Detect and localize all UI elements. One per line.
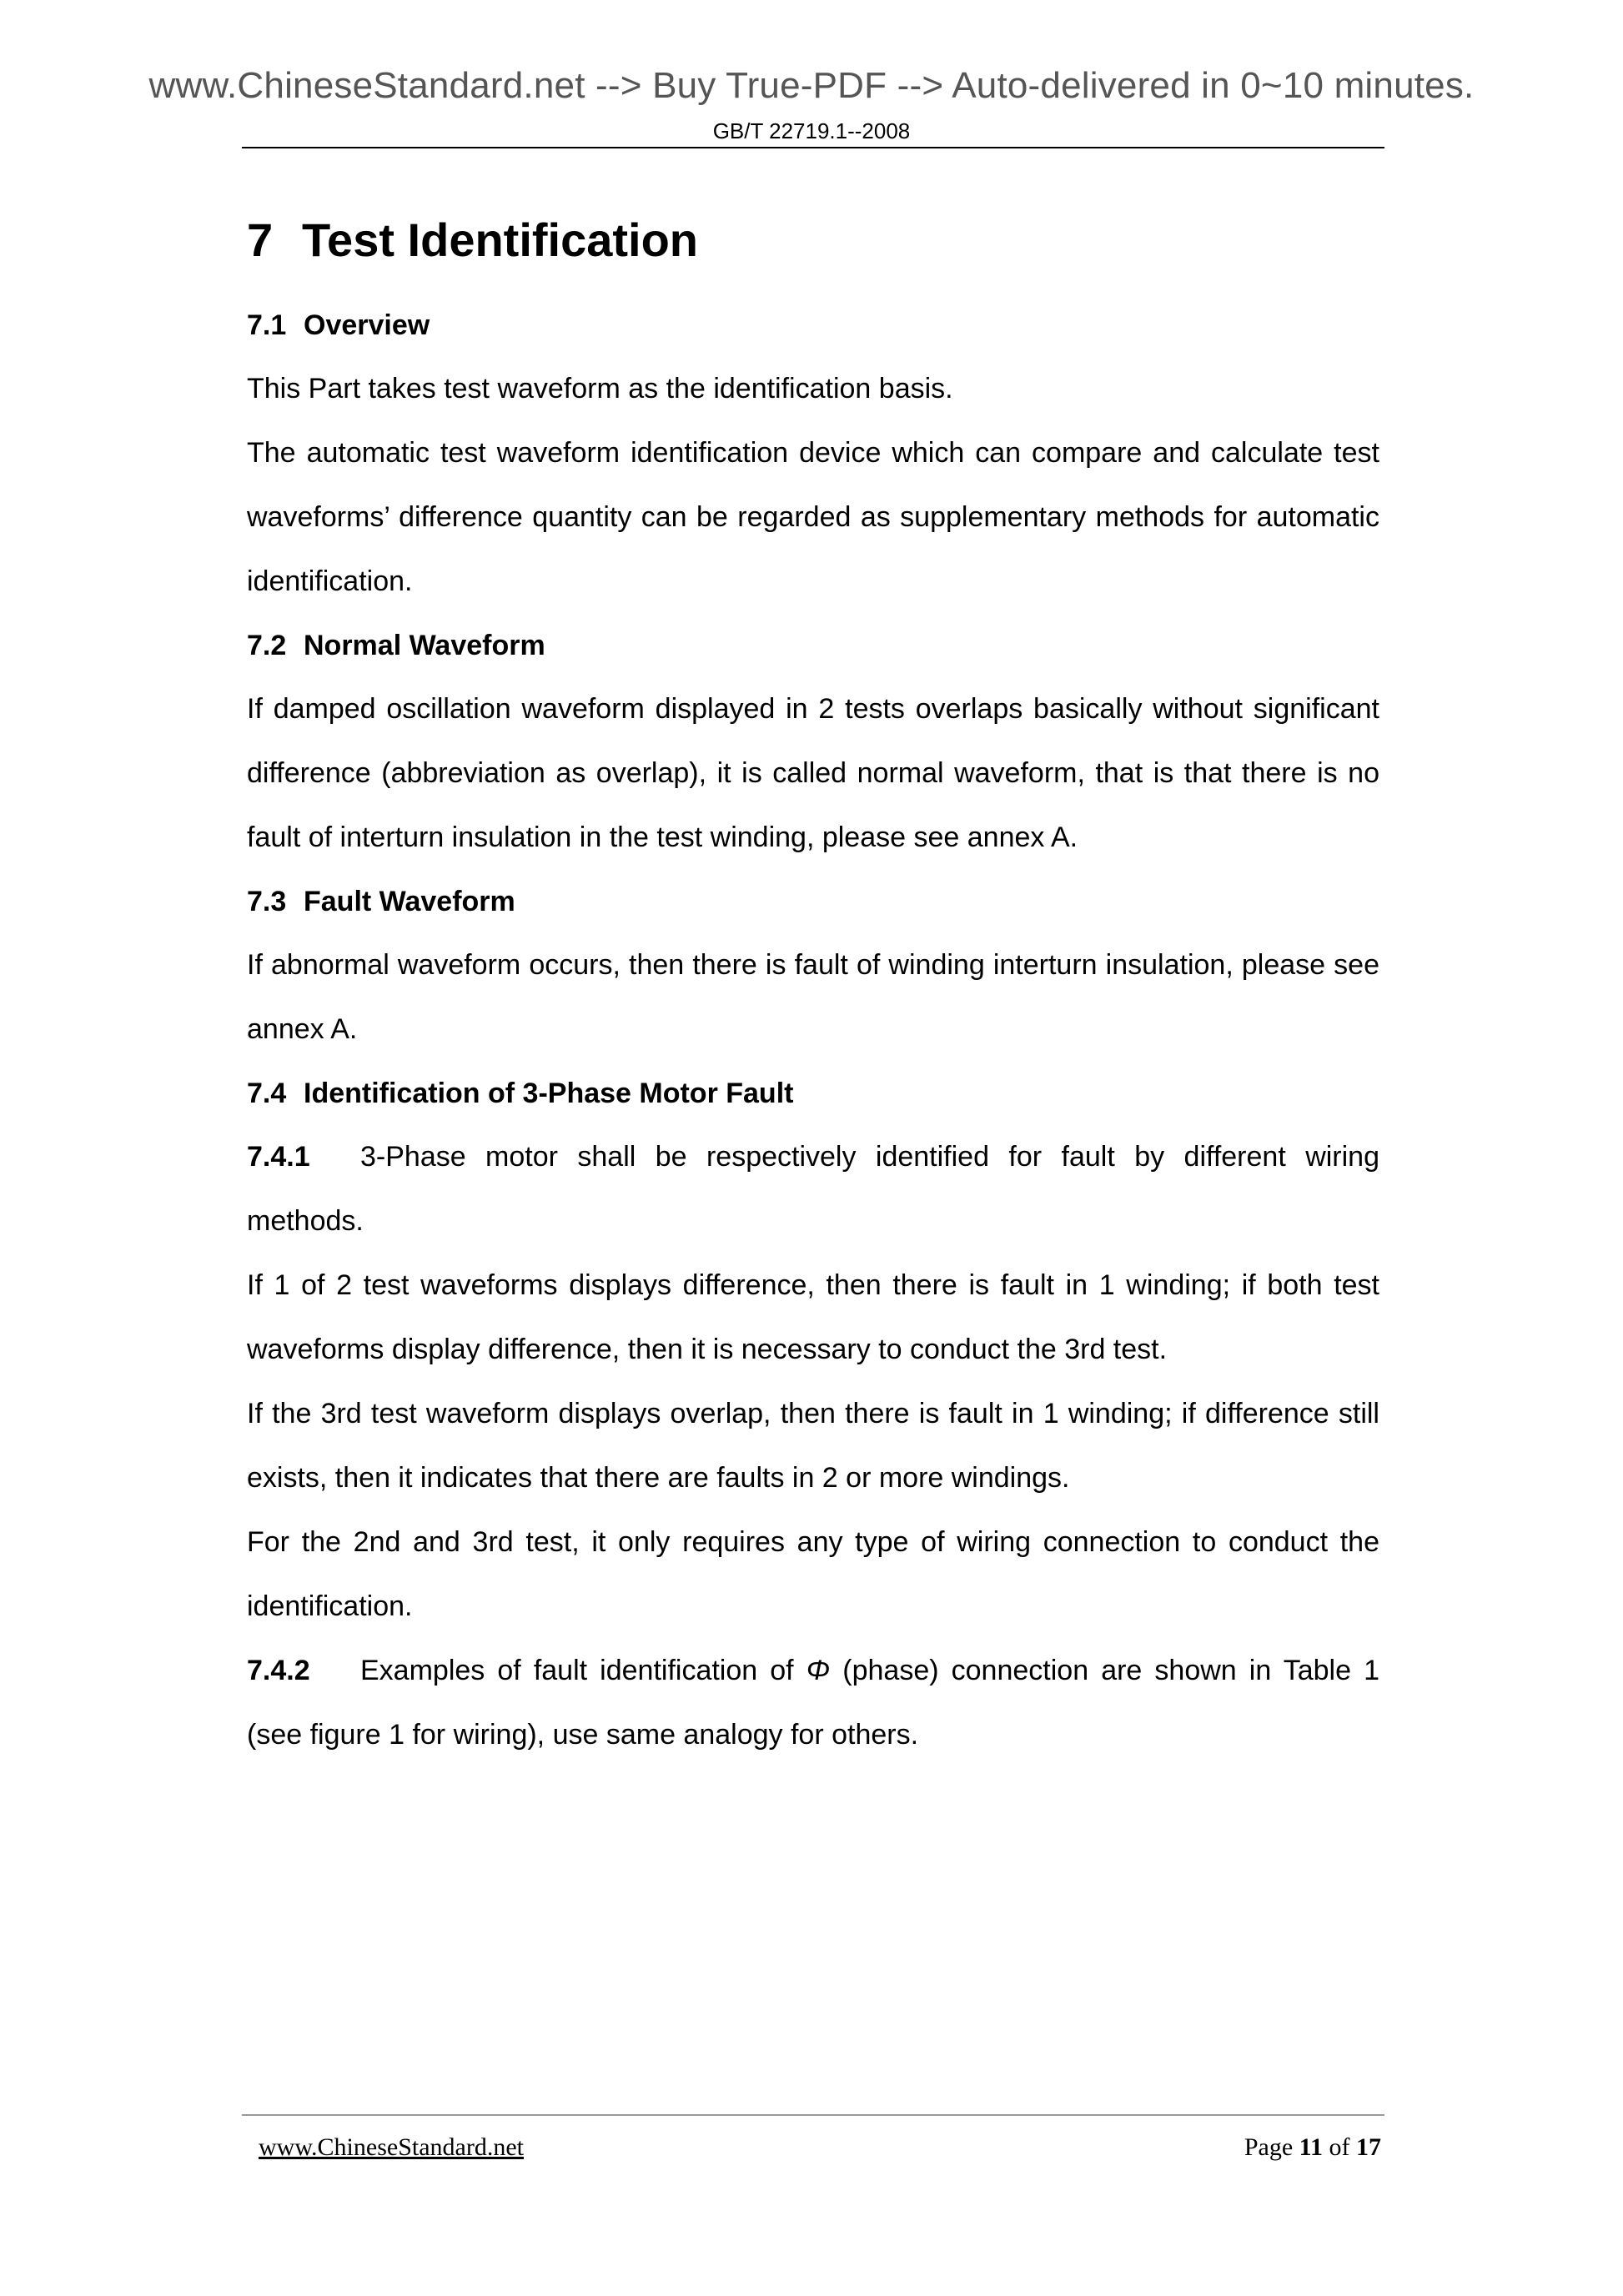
paragraph: If damped oscillation waveform displayed in 2 tests overlaps basically without significant difference (abbreviation as overlap), it is called normal waveform, that is that there is no fault of interturn insulation in the test winding, please see annex A. [247, 693, 1379, 853]
paragraph: If 1 of 2 test waveforms displays difference, then there is fault in 1 winding; if both test waveforms display difference, then it is necessary to conduct the 3rd test. [247, 1269, 1379, 1365]
section-number: 7 [247, 214, 274, 266]
subsection-number: 7.3 [247, 886, 287, 917]
subsection-7-3-heading [247, 870, 1379, 933]
page-current: 11 [1299, 2133, 1323, 2161]
footer-site-link[interactable]: www.ChineseStandard.net [259, 2133, 524, 2161]
page-of: of [1329, 2133, 1350, 2161]
document-body [247, 208, 1379, 1767]
clause-number: 7.4.2 [247, 1655, 310, 1686]
subsection-title: Overview [304, 309, 430, 341]
subsection-title: Identification of 3-Phase Motor Fault [304, 1078, 794, 1109]
subsection-number: 7.2 [247, 630, 287, 661]
paragraph: The automatic test waveform identification device which can compare and calculate test waveforms’ difference quantity can be regarded as supplementary methods for automatic identification. [247, 437, 1379, 597]
paragraph: If abnormal waveform occurs, then there is fault of winding interturn insulation, please see annex A. [247, 949, 1379, 1045]
subsection-7-4-heading [247, 1062, 1379, 1125]
subsection-7-1-heading [247, 294, 1379, 357]
header-divider [242, 147, 1384, 148]
standard-code: GB/T 22719.1--2008 [712, 118, 911, 143]
page-total: 17 [1356, 2133, 1381, 2161]
page-indicator [1244, 2133, 1381, 2162]
paragraph: If the 3rd test waveform displays overlap, then there is fault in 1 winding; if difference still exists, then it indicates that there are faults in 2 or more windings. [247, 1398, 1379, 1494]
subsection-title: Normal Waveform [304, 630, 545, 661]
clause-7-4-2 [247, 1639, 1379, 1767]
page-word: Page [1244, 2133, 1294, 2161]
clause-number: 7.4.1 [247, 1141, 310, 1173]
subsection-7-2-heading [247, 614, 1379, 677]
subsection-title: Fault Waveform [304, 886, 515, 917]
footer-divider [242, 2114, 1384, 2116]
section-heading [247, 208, 1379, 272]
section-title: Test Identification [302, 214, 698, 266]
phase-symbol: Φ [806, 1655, 831, 1686]
clause-text: Examples of fault identification of [360, 1655, 806, 1686]
paragraph: For the 2nd and 3rd test, it only requires any type of wiring connection to conduct the identification. [247, 1526, 1379, 1622]
subsection-number: 7.1 [247, 309, 287, 341]
clause-text: 3-Phase motor shall be respectively identified for fault by different wiring methods. [247, 1141, 1379, 1237]
subsection-number: 7.4 [247, 1078, 287, 1109]
clause-text: (phase) connection are shown in Table 1 (see figure 1 for wiring), use same analogy for others. [247, 1655, 1380, 1751]
clause-7-4-1 [247, 1125, 1379, 1254]
site-banner: www.ChineseStandard.net --> Buy True-PDF --> Auto-delivered in 0~10 minutes. [148, 65, 1475, 106]
paragraph: This Part takes test waveform as the identification basis. [247, 373, 953, 404]
